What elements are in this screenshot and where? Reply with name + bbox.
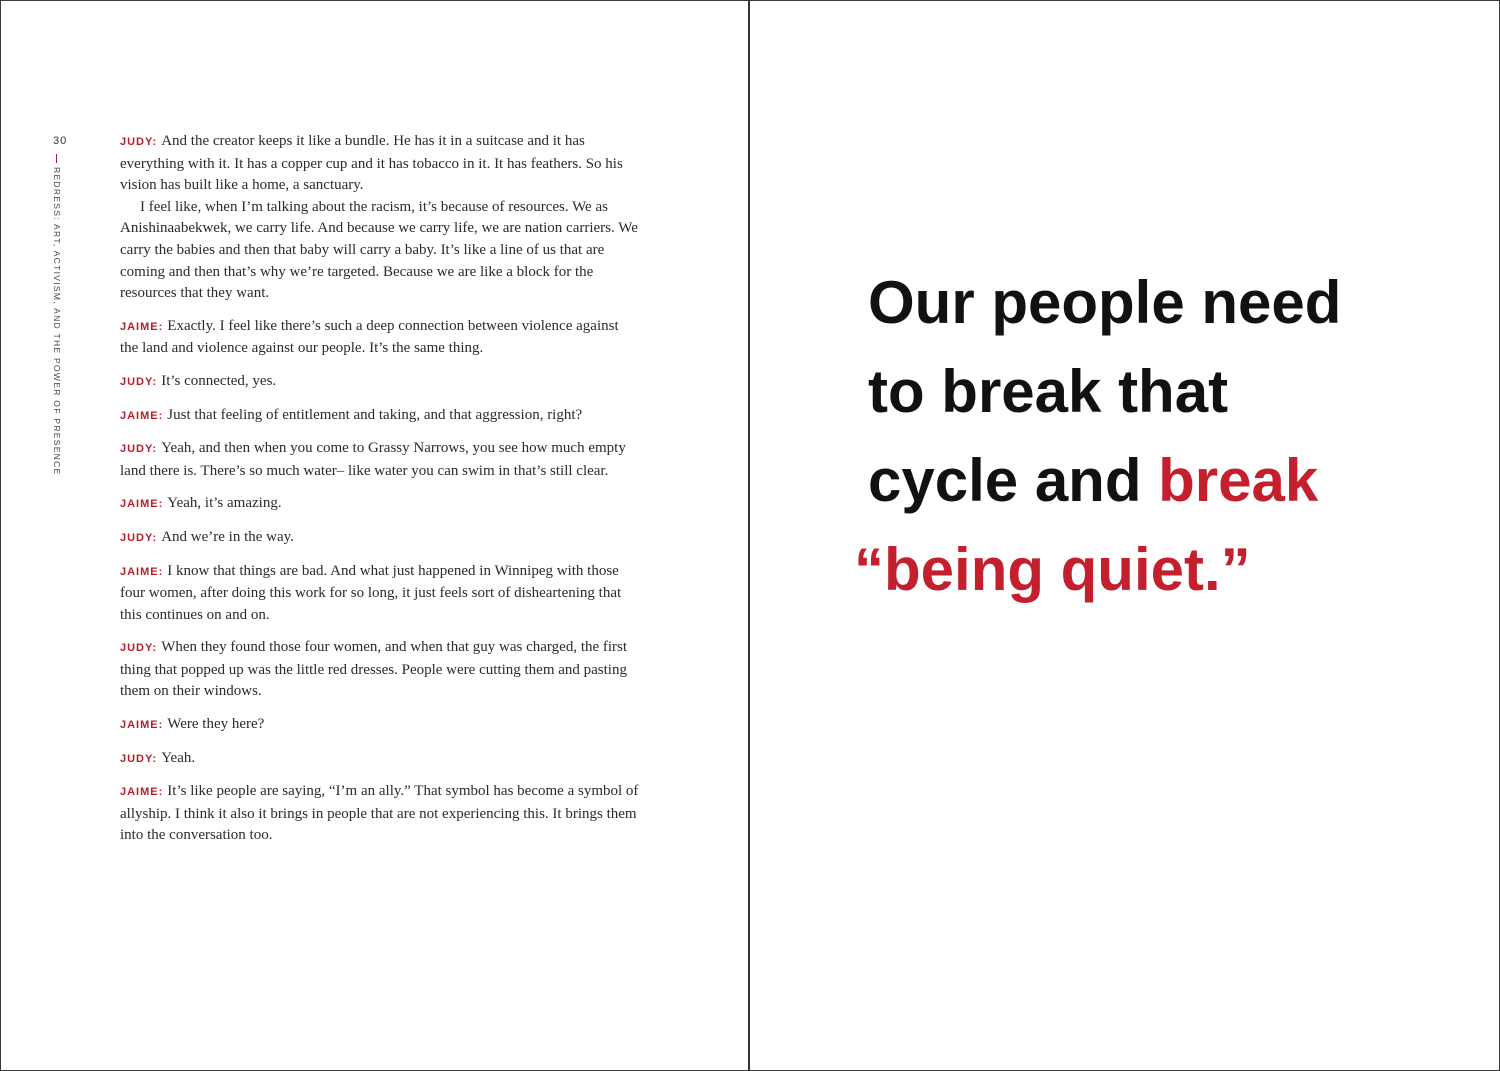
speaker-label: JAIME: (120, 409, 164, 422)
paragraph-text: Just that feeling of entitlement and taking, and that aggression, right? (167, 406, 583, 423)
pull-quote-line (868, 436, 1388, 525)
paragraph (120, 748, 640, 771)
paragraph (120, 527, 640, 550)
paragraph-text: I feel like, when I’m talking about the racism, it’s because of resources. We as Anishinaabekwek, we carry life. And because we carry life, we are nation carriers. We carry the babies and then that baby will carry a baby. It’s like a line of us that are coming and then that’s why we’re targeted. Because we are like a block for the resources that they want. (120, 198, 638, 302)
pull-quote-line-highlight: “being quiet.” (854, 536, 1251, 603)
paragraph-text: Yeah, and then when you come to Grassy Narrows, you see how much empty land there is. There’s so much water– like water you can swim in that’s still clear. (120, 440, 626, 479)
paragraph (120, 371, 640, 394)
speaker-label: JUDY: (120, 136, 158, 148)
paragraph (120, 131, 640, 197)
paragraph-text: And we’re in the way. (161, 528, 294, 545)
speaker-label: JUDY: (120, 443, 158, 456)
pull-quote-text: cycle and (868, 447, 1159, 514)
paragraph (120, 493, 640, 516)
paragraph-text: Yeah, it’s amazing. (167, 495, 282, 512)
speaker-label: JAIME: (120, 320, 164, 333)
speaker-label: JAIME: (120, 719, 164, 732)
paragraph (120, 637, 640, 703)
speaker-label: JAIME: (120, 498, 164, 511)
paragraph-text: And the creator keeps it like a bundle. He has it in a suitcase and it has everything with it. It has a copper cup and it has tobacco in it. It has feathers. So his vision has built like a home, a sanctuary. (120, 133, 623, 194)
pull-quote-highlight: break (1158, 447, 1319, 514)
pull-quote-line: Our people need (868, 269, 1342, 336)
paragraph-text: Were they here? (167, 716, 265, 733)
paragraph (120, 438, 640, 482)
paragraph-text: When they found those four women, and when that guy was charged, the first thing that popped up was the little red dresses. People were cutting them and pasting them on their windows. (120, 639, 628, 700)
page-number: 30 (53, 135, 68, 147)
paragraph-text: It’s like people are saying, “I’m an ally.” That symbol has become a symbol of allyship. I think it also it brings in people that are not experiencing this. It brings them into the conversation too. (120, 783, 639, 844)
paragraph (120, 561, 640, 627)
pull-quote-line: to break that (868, 358, 1229, 425)
running-head: REDRESS: ART, ACTIVISM, AND THE POWER OF PRESENCE (52, 167, 62, 476)
speaker-label: JUDY: (120, 531, 158, 544)
paragraph-text: Exactly. I feel like there’s such a deep connection between violence against the land and violence against our people. It’s the same thing. (120, 317, 619, 357)
folio-rule (56, 154, 57, 163)
paragraph-text: It’s connected, yes. (161, 372, 277, 389)
left-page (0, 0, 749, 1071)
interview-text (120, 131, 640, 858)
paragraph-text: I know that things are bad. And what just happened in Winnipeg with those four women, after doing this work for so long, it just feels sort of disheartening that this continues on and on. (120, 562, 622, 623)
paragraph-text: Yeah. (161, 749, 196, 766)
speaker-label: JUDY: (120, 752, 158, 765)
speaker-label: JUDY: (120, 642, 158, 655)
pull-quote (854, 258, 1388, 614)
paragraph (120, 405, 640, 428)
paragraph (120, 197, 640, 305)
paragraph (120, 714, 640, 737)
speaker-label: JAIME: (120, 786, 164, 799)
paragraph (120, 316, 640, 360)
paragraph (120, 781, 640, 847)
speaker-label: JAIME: (120, 565, 164, 578)
speaker-label: JUDY: (120, 375, 158, 388)
